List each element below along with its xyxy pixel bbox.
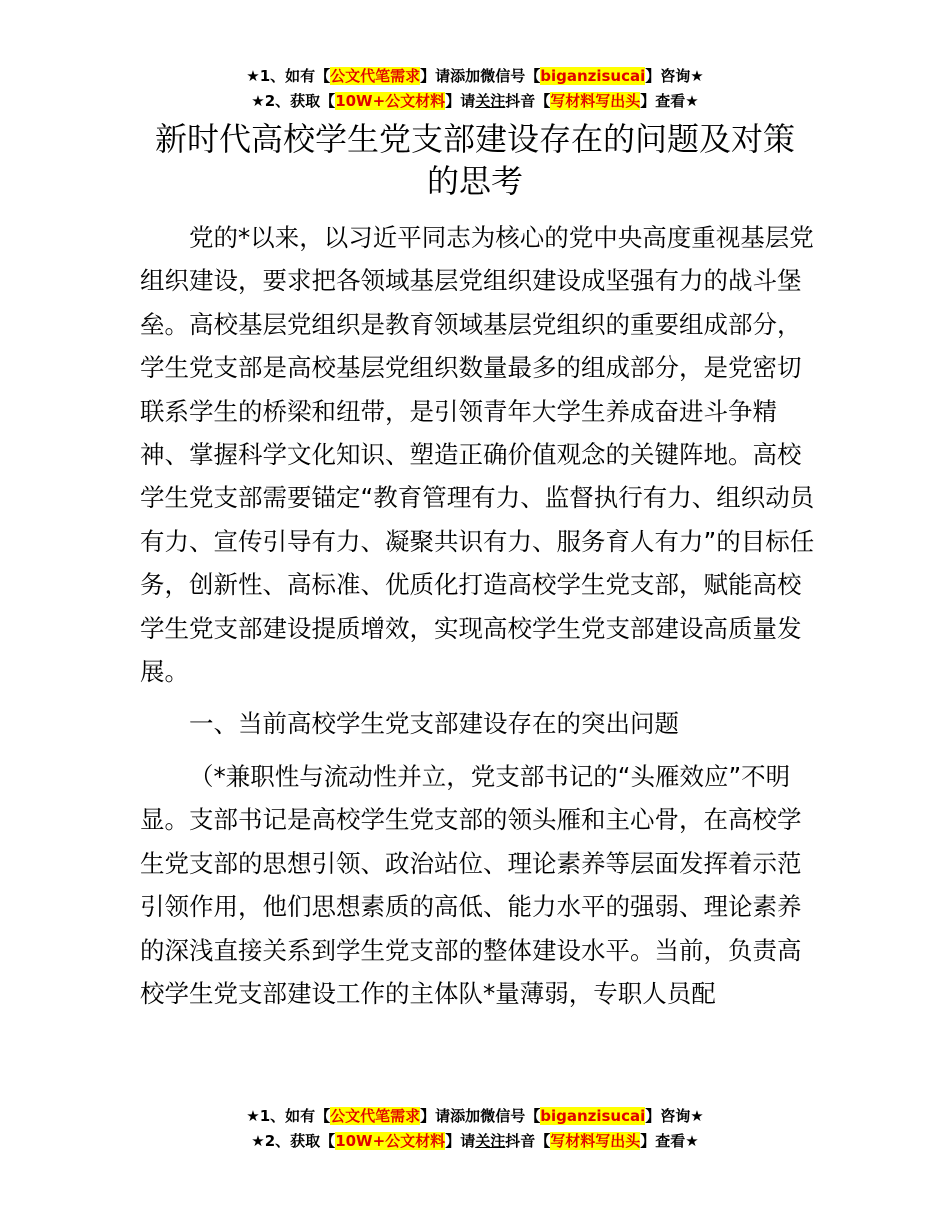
banner-text: 】请 — [445, 1132, 476, 1150]
document-title: 新时代高校学生党支部建设存在的问题及对策的思考 — [154, 120, 795, 200]
highlight-service: 公文代笔需求 — [330, 67, 421, 85]
banner-text: 抖音【 — [505, 1132, 551, 1150]
banner-text: 】请添加 — [420, 67, 481, 85]
highlight-wechat-id: biganzisucai — [540, 1107, 646, 1125]
banner-text: 】咨询★ — [645, 1107, 704, 1125]
banner-text: ★1、如有【 — [246, 1107, 331, 1125]
footer-banner — [0, 1104, 950, 1154]
highlight-materials: 10W+公文材料 — [335, 92, 446, 110]
banner-text: 】咨询★ — [645, 67, 704, 85]
section-heading — [140, 702, 820, 745]
banner-text: 】查看★ — [640, 92, 699, 110]
banner-text: 抖音【 — [505, 92, 551, 110]
banner-text: ★2、获取【 — [251, 92, 336, 110]
banner-text: 关注 — [475, 92, 506, 110]
banner-text: 关注 — [475, 1132, 506, 1150]
banner-text: ★2、获取【 — [251, 1132, 336, 1150]
intro-paragraph — [140, 216, 820, 693]
banner-line-1 — [0, 64, 950, 89]
highlight-douyin: 写材料写出头 — [550, 1132, 641, 1150]
banner-text: 微信号【 — [480, 67, 541, 85]
banner-text: 】请添加 — [420, 1107, 481, 1125]
highlight-service: 公文代笔需求 — [330, 1107, 421, 1125]
header-banner — [0, 64, 950, 114]
heading-text: 一、当前高校学生党支部建设存在的突出问题 — [189, 709, 679, 738]
section-paragraph — [140, 755, 820, 1015]
banner-line-2 — [0, 1129, 950, 1154]
highlight-douyin: 写材料写出头 — [550, 92, 641, 110]
banner-text: 微信号【 — [480, 1107, 541, 1125]
banner-text: 】请 — [445, 92, 476, 110]
highlight-wechat-id: biganzisucai — [540, 67, 646, 85]
banner-line-1 — [0, 1104, 950, 1129]
banner-line-2 — [0, 89, 950, 114]
banner-text: ★1、如有【 — [246, 67, 331, 85]
paragraph: （*兼职性与流动性并立，党支部书记的“头雁效应”不明显。支部书记是高校学生党支部的领头雁和主心骨，在高校学生党支部的思想引领、政治站位、理论素养等层面发挥着示范引领作用，他们思想素质的高低、能力水平的强弱、理论素养的深浅直接关系到学生党支部的整体建设水平。当前，负责高校学生党支部建设工作的主体队*量薄弱，专职人员配 — [140, 762, 802, 1009]
banner-text: 】查看★ — [640, 1132, 699, 1150]
paragraph: 党的*以来，以习近平同志为核心的党中央高度重视基层党组织建设，要求把各领域基层党组织建设成坚强有力的战斗堡垒。高校基层党组织是教育领域基层党组织的重要组成部分，学生党支部是高校基层党组织数量最多的组成部分，是党密切联系学生的桥梁和纽带，是引领青年大学生养成奋进斗争精神、掌握科学文化知识、塑造正确价值观念的关键阵地。高校学生党支部需要锚定“教育管理有力、监督执行有力、组织动员有力、宣传引导有力、凝聚共识有力、服务育人有力”的目标任务，创新性、高标准、优质化打造高校学生党支部，赋能高校学生党支部建设提质增效，实现高校学生党支部建设高质量发展。 — [140, 223, 815, 687]
highlight-materials: 10W+公文材料 — [335, 1132, 446, 1150]
